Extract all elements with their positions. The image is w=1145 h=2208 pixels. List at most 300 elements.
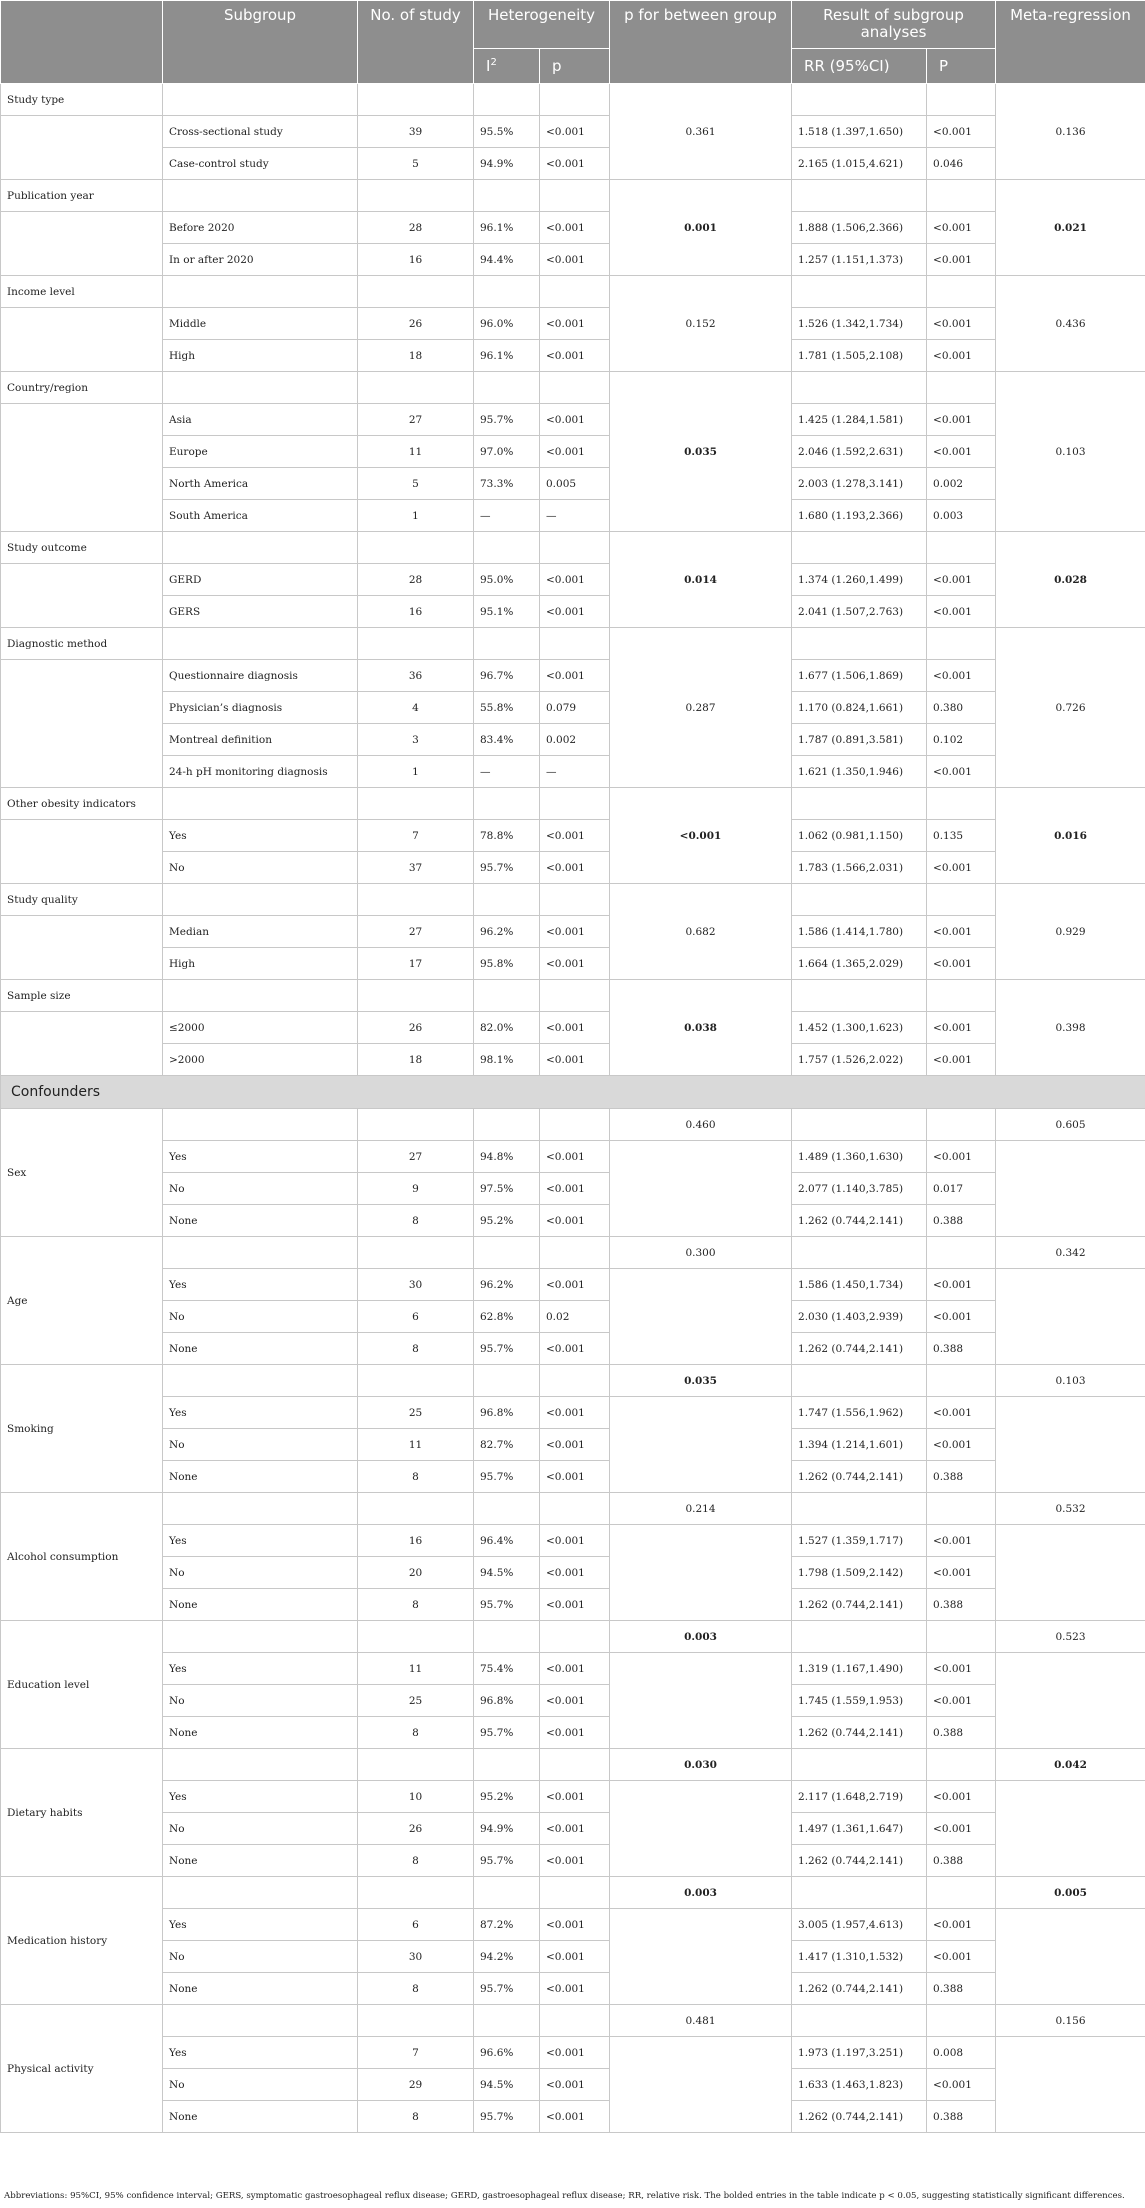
heterogeneity-p: <0.001 xyxy=(540,1044,610,1076)
i2-value: 96.1% xyxy=(474,340,540,372)
empty-cell xyxy=(927,180,996,212)
confounder-header-row xyxy=(1,1109,1145,1141)
rr-ci: 1.262 (0.744,2.141) xyxy=(792,1973,927,2005)
i2-value: 87.2% xyxy=(474,1909,540,1941)
rr-p: 0.388 xyxy=(927,1205,996,1237)
empty-cell xyxy=(927,372,996,404)
i2-value: 96.2% xyxy=(474,916,540,948)
p-between-group: <0.001 xyxy=(610,788,792,884)
i2-value: 94.9% xyxy=(474,1813,540,1845)
empty-cell xyxy=(792,2005,927,2037)
heterogeneity-p: 0.079 xyxy=(540,692,610,724)
heterogeneity-p: <0.001 xyxy=(540,1589,610,1621)
subgroup-name: North America xyxy=(163,468,358,500)
i2-value: 95.7% xyxy=(474,1333,540,1365)
rr-p: <0.001 xyxy=(927,308,996,340)
empty-cell xyxy=(540,788,610,820)
meta-spacer xyxy=(996,1141,1145,1237)
i2-value: 95.7% xyxy=(474,1845,540,1877)
meta-spacer xyxy=(996,1653,1145,1749)
empty-cell xyxy=(540,1749,610,1781)
empty-cell xyxy=(927,276,996,308)
study-count: 26 xyxy=(358,308,474,340)
rr-p: 0.388 xyxy=(927,2101,996,2133)
meta-spacer xyxy=(996,1909,1145,2005)
study-count: 3 xyxy=(358,724,474,756)
study-count: 8 xyxy=(358,1589,474,1621)
study-count: 27 xyxy=(358,916,474,948)
header-rr: RR (95%CI) xyxy=(792,49,927,84)
i2-value: 94.9% xyxy=(474,148,540,180)
empty-cell xyxy=(927,1749,996,1781)
subgroup-name: Yes xyxy=(163,1397,358,1429)
empty-cell xyxy=(474,1749,540,1781)
empty-cell xyxy=(540,1365,610,1397)
study-count: 11 xyxy=(358,1429,474,1461)
heterogeneity-p: <0.001 xyxy=(540,436,610,468)
rr-ci: 1.680 (1.193,2.366) xyxy=(792,500,927,532)
rr-p: <0.001 xyxy=(927,1813,996,1845)
empty-cell xyxy=(163,1493,358,1525)
i2-value: — xyxy=(474,500,540,532)
table-row xyxy=(1,948,1145,980)
meta-regression: 0.028 xyxy=(996,532,1145,628)
subgroup-name: >2000 xyxy=(163,1044,358,1076)
rr-p: 0.102 xyxy=(927,724,996,756)
meta-regression: 0.726 xyxy=(996,628,1145,788)
group-spacer-cell xyxy=(1,820,163,884)
subgroup-name: None xyxy=(163,1461,358,1493)
heterogeneity-p: <0.001 xyxy=(540,596,610,628)
empty-cell xyxy=(474,1365,540,1397)
meta-regression: 0.021 xyxy=(996,180,1145,276)
heterogeneity-p: <0.001 xyxy=(540,1909,610,1941)
confounder-label: Education level xyxy=(1,1621,163,1749)
p-between-group: 0.287 xyxy=(610,628,792,788)
table-row xyxy=(1,2069,1145,2101)
i2-value: 94.4% xyxy=(474,244,540,276)
study-count: 11 xyxy=(358,436,474,468)
i2-value: 96.6% xyxy=(474,2037,540,2069)
heterogeneity-p: <0.001 xyxy=(540,1012,610,1044)
rr-p: <0.001 xyxy=(927,1397,996,1429)
confounder-label: Medication history xyxy=(1,1877,163,2005)
study-count: 10 xyxy=(358,1781,474,1813)
empty-cell xyxy=(540,1493,610,1525)
study-count: 30 xyxy=(358,1941,474,1973)
empty-cell xyxy=(163,1237,358,1269)
rr-ci: 1.417 (1.310,1.532) xyxy=(792,1941,927,1973)
p-between-spacer xyxy=(610,1141,792,1237)
rr-ci: 1.745 (1.559,1.953) xyxy=(792,1685,927,1717)
empty-cell xyxy=(163,84,358,116)
empty-cell xyxy=(927,884,996,916)
empty-cell xyxy=(927,980,996,1012)
heterogeneity-p: <0.001 xyxy=(540,1397,610,1429)
empty-cell xyxy=(474,628,540,660)
meta-regression: 0.042 xyxy=(996,1749,1145,1781)
meta-regression: 0.136 xyxy=(996,84,1145,180)
rr-p: <0.001 xyxy=(927,1044,996,1076)
empty-cell xyxy=(792,532,927,564)
table-row xyxy=(1,1557,1145,1589)
subgroup-name: Europe xyxy=(163,436,358,468)
p-between-group: 0.152 xyxy=(610,276,792,372)
rr-ci: 1.586 (1.414,1.780) xyxy=(792,916,927,948)
study-count: 5 xyxy=(358,148,474,180)
empty-cell xyxy=(540,1877,610,1909)
subgroup-name: No xyxy=(163,1813,358,1845)
empty-cell xyxy=(540,2005,610,2037)
p-between-group: 0.361 xyxy=(610,84,792,180)
group-label: Publication year xyxy=(1,180,163,212)
rr-p: 0.388 xyxy=(927,1589,996,1621)
p-between-group: 0.460 xyxy=(610,1109,792,1141)
empty-cell xyxy=(358,1749,474,1781)
heterogeneity-p: <0.001 xyxy=(540,1333,610,1365)
rr-ci: 2.165 (1.015,4.621) xyxy=(792,148,927,180)
subgroup-name: Questionnaire diagnosis xyxy=(163,660,358,692)
study-count: 29 xyxy=(358,2069,474,2101)
group-label: Country/region xyxy=(1,372,163,404)
subgroup-name: No xyxy=(163,1557,358,1589)
i2-value: 83.4% xyxy=(474,724,540,756)
p-between-group: 0.014 xyxy=(610,532,792,628)
table-row xyxy=(1,1173,1145,1205)
empty-cell xyxy=(163,276,358,308)
p-between-spacer xyxy=(610,1525,792,1621)
heterogeneity-p: <0.001 xyxy=(540,1557,610,1589)
study-count: 7 xyxy=(358,820,474,852)
rr-p: 0.380 xyxy=(927,692,996,724)
rr-p: <0.001 xyxy=(927,1012,996,1044)
rr-p: <0.001 xyxy=(927,244,996,276)
rr-p: <0.001 xyxy=(927,948,996,980)
empty-cell xyxy=(474,84,540,116)
empty-cell xyxy=(358,980,474,1012)
subgroup-name: Yes xyxy=(163,820,358,852)
p-between-group: 0.682 xyxy=(610,884,792,980)
empty-cell xyxy=(792,884,927,916)
subgroup-name: Yes xyxy=(163,2037,358,2069)
table-row xyxy=(1,436,1145,468)
heterogeneity-p: <0.001 xyxy=(540,404,610,436)
heterogeneity-p: <0.001 xyxy=(540,820,610,852)
rr-p: 0.135 xyxy=(927,820,996,852)
table-row xyxy=(1,500,1145,532)
empty-cell xyxy=(540,180,610,212)
empty-cell xyxy=(358,1237,474,1269)
empty-cell xyxy=(927,532,996,564)
rr-p: 0.046 xyxy=(927,148,996,180)
study-count: 4 xyxy=(358,692,474,724)
i2-value: 96.8% xyxy=(474,1397,540,1429)
confounder-label: Dietary habits xyxy=(1,1749,163,1877)
table-row xyxy=(1,724,1145,756)
subgroup-name: South America xyxy=(163,500,358,532)
rr-p: 0.388 xyxy=(927,1845,996,1877)
p-between-group: 0.035 xyxy=(610,1365,792,1397)
rr-p: 0.388 xyxy=(927,1461,996,1493)
heterogeneity-p: — xyxy=(540,500,610,532)
empty-cell xyxy=(163,1365,358,1397)
p-between-group: 0.001 xyxy=(610,180,792,276)
heterogeneity-p: <0.001 xyxy=(540,1941,610,1973)
empty-cell xyxy=(927,1493,996,1525)
empty-cell xyxy=(540,884,610,916)
study-count: 16 xyxy=(358,1525,474,1557)
heterogeneity-p: <0.001 xyxy=(540,1173,610,1205)
table-row xyxy=(1,1461,1145,1493)
heterogeneity-p: <0.001 xyxy=(540,340,610,372)
header-no-of-study: No. of study xyxy=(358,1,474,84)
p-between-group: 0.481 xyxy=(610,2005,792,2037)
table-row xyxy=(1,1301,1145,1333)
meta-regression: 0.016 xyxy=(996,788,1145,884)
heterogeneity-p: <0.001 xyxy=(540,1525,610,1557)
empty-cell xyxy=(540,276,610,308)
subgroup-name: In or after 2020 xyxy=(163,244,358,276)
subgroup-name: Yes xyxy=(163,1909,358,1941)
subgroup-name: No xyxy=(163,1429,358,1461)
table-row xyxy=(1,756,1145,788)
heterogeneity-p: <0.001 xyxy=(540,148,610,180)
empty-cell xyxy=(792,1237,927,1269)
study-count: 1 xyxy=(358,756,474,788)
table-row xyxy=(1,1845,1145,1877)
empty-cell xyxy=(792,1621,927,1653)
table-row xyxy=(1,916,1145,948)
meta-spacer xyxy=(996,1397,1145,1493)
rr-ci: 1.257 (1.151,1.373) xyxy=(792,244,927,276)
p-between-group: 0.003 xyxy=(610,1877,792,1909)
rr-p: <0.001 xyxy=(927,212,996,244)
group-spacer-cell xyxy=(1,1012,163,1076)
i2-value: 95.7% xyxy=(474,1589,540,1621)
study-count: 11 xyxy=(358,1653,474,1685)
table-row xyxy=(1,1141,1145,1173)
header-p-between-group: p for between group xyxy=(610,1,792,84)
i2-value: 95.7% xyxy=(474,404,540,436)
i2-value: 96.1% xyxy=(474,212,540,244)
confounder-header-row xyxy=(1,1877,1145,1909)
subgroup-name: None xyxy=(163,1845,358,1877)
group-header-row xyxy=(1,532,1145,564)
empty-cell xyxy=(474,884,540,916)
i2-value: 82.0% xyxy=(474,1012,540,1044)
rr-ci: 1.170 (0.824,1.661) xyxy=(792,692,927,724)
study-count: 8 xyxy=(358,1973,474,2005)
study-count: 6 xyxy=(358,1909,474,1941)
p-between-group: 0.214 xyxy=(610,1493,792,1525)
empty-cell xyxy=(474,1109,540,1141)
group-header-row xyxy=(1,180,1145,212)
study-count: 26 xyxy=(358,1012,474,1044)
heterogeneity-p: <0.001 xyxy=(540,1429,610,1461)
p-between-spacer xyxy=(610,2037,792,2133)
confounder-header-row xyxy=(1,1365,1145,1397)
subgroup-name: Median xyxy=(163,916,358,948)
rr-p: <0.001 xyxy=(927,1941,996,1973)
empty-cell xyxy=(358,788,474,820)
study-count: 27 xyxy=(358,404,474,436)
empty-cell xyxy=(358,1365,474,1397)
rr-p: <0.001 xyxy=(927,1781,996,1813)
empty-cell xyxy=(358,2005,474,2037)
study-count: 18 xyxy=(358,340,474,372)
meta-spacer xyxy=(996,2037,1145,2133)
empty-cell xyxy=(358,276,474,308)
heterogeneity-p: <0.001 xyxy=(540,852,610,884)
meta-regression: 0.103 xyxy=(996,372,1145,532)
subgroup-name: Yes xyxy=(163,1141,358,1173)
i2-value: 95.7% xyxy=(474,2101,540,2133)
subgroup-name: None xyxy=(163,1333,358,1365)
i2-value: 96.0% xyxy=(474,308,540,340)
table-row xyxy=(1,1044,1145,1076)
i2-value: 75.4% xyxy=(474,1653,540,1685)
empty-cell xyxy=(163,1877,358,1909)
p-between-group: 0.003 xyxy=(610,1621,792,1653)
subgroup-name: No xyxy=(163,852,358,884)
empty-cell xyxy=(474,1237,540,1269)
rr-p: <0.001 xyxy=(927,1301,996,1333)
study-count: 8 xyxy=(358,1717,474,1749)
confounder-label: Sex xyxy=(1,1109,163,1237)
empty-cell xyxy=(474,180,540,212)
group-spacer-cell xyxy=(1,660,163,788)
empty-cell xyxy=(163,788,358,820)
study-count: 28 xyxy=(358,564,474,596)
table-row xyxy=(1,1717,1145,1749)
group-label: Study quality xyxy=(1,884,163,916)
empty-cell xyxy=(927,84,996,116)
subgroup-name: 24-h pH monitoring diagnosis xyxy=(163,756,358,788)
i2-value: 96.2% xyxy=(474,1269,540,1301)
empty-cell xyxy=(792,1493,927,1525)
rr-ci: 1.394 (1.214,1.601) xyxy=(792,1429,927,1461)
table-row xyxy=(1,1333,1145,1365)
p-between-group: 0.030 xyxy=(610,1749,792,1781)
empty-cell xyxy=(163,980,358,1012)
subgroup-name: None xyxy=(163,1717,358,1749)
group-spacer-cell xyxy=(1,404,163,532)
heterogeneity-p: <0.001 xyxy=(540,1461,610,1493)
rr-ci: 1.262 (0.744,2.141) xyxy=(792,1589,927,1621)
empty-cell xyxy=(540,1237,610,1269)
subgroup-name: High xyxy=(163,948,358,980)
study-count: 39 xyxy=(358,116,474,148)
study-count: 17 xyxy=(358,948,474,980)
subgroup-name: Yes xyxy=(163,1525,358,1557)
empty-cell xyxy=(540,84,610,116)
rr-p: <0.001 xyxy=(927,916,996,948)
group-header-row xyxy=(1,276,1145,308)
rr-ci: 1.425 (1.284,1.581) xyxy=(792,404,927,436)
table-row xyxy=(1,1012,1145,1044)
table-row xyxy=(1,244,1145,276)
subgroup-name: High xyxy=(163,340,358,372)
rr-ci: 1.262 (0.744,2.141) xyxy=(792,1845,927,1877)
confounder-label: Smoking xyxy=(1,1365,163,1493)
rr-ci: 1.798 (1.509,2.142) xyxy=(792,1557,927,1589)
header-meta-regression: Meta-regression xyxy=(996,1,1145,84)
rr-ci: 1.757 (1.526,2.022) xyxy=(792,1044,927,1076)
empty-cell xyxy=(358,628,474,660)
empty-cell xyxy=(358,1493,474,1525)
group-header-row xyxy=(1,84,1145,116)
rr-p: <0.001 xyxy=(927,660,996,692)
subgroup-name: GERS xyxy=(163,596,358,628)
heterogeneity-p: <0.001 xyxy=(540,1685,610,1717)
i2-value: 96.8% xyxy=(474,1685,540,1717)
meta-regression: 0.605 xyxy=(996,1109,1145,1141)
subgroup-name: None xyxy=(163,1973,358,2005)
rr-ci: 2.003 (1.278,3.141) xyxy=(792,468,927,500)
heterogeneity-p: <0.001 xyxy=(540,116,610,148)
subgroup-name: None xyxy=(163,2101,358,2133)
table-row xyxy=(1,1653,1145,1685)
subgroup-name: None xyxy=(163,1205,358,1237)
study-count: 26 xyxy=(358,1813,474,1845)
empty-cell xyxy=(358,1877,474,1909)
empty-cell xyxy=(792,1365,927,1397)
meta-regression: 0.398 xyxy=(996,980,1145,1076)
meta-regression: 0.103 xyxy=(996,1365,1145,1397)
heterogeneity-p: <0.001 xyxy=(540,564,610,596)
meta-spacer xyxy=(996,1269,1145,1365)
empty-cell xyxy=(358,884,474,916)
meta-regression: 0.532 xyxy=(996,1493,1145,1525)
empty-cell xyxy=(358,180,474,212)
study-count: 36 xyxy=(358,660,474,692)
empty-cell xyxy=(358,532,474,564)
study-count: 5 xyxy=(358,468,474,500)
table-row xyxy=(1,1205,1145,1237)
header-blank xyxy=(1,1,163,84)
study-count: 9 xyxy=(358,1173,474,1205)
heterogeneity-p: 0.002 xyxy=(540,724,610,756)
table-row xyxy=(1,212,1145,244)
study-count: 37 xyxy=(358,852,474,884)
i2-value: 95.2% xyxy=(474,1781,540,1813)
rr-p: <0.001 xyxy=(927,2069,996,2101)
rr-p: <0.001 xyxy=(927,1269,996,1301)
empty-cell xyxy=(474,1493,540,1525)
empty-cell xyxy=(792,276,927,308)
heterogeneity-p: <0.001 xyxy=(540,244,610,276)
rr-ci: 1.062 (0.981,1.150) xyxy=(792,820,927,852)
table-row xyxy=(1,404,1145,436)
meta-regression: 0.342 xyxy=(996,1237,1145,1269)
empty-cell xyxy=(163,884,358,916)
i2-value: 95.0% xyxy=(474,564,540,596)
subgroup-name: Middle xyxy=(163,308,358,340)
rr-ci: 2.030 (1.403,2.939) xyxy=(792,1301,927,1333)
rr-p: <0.001 xyxy=(927,564,996,596)
rr-p: <0.001 xyxy=(927,340,996,372)
empty-cell xyxy=(792,1749,927,1781)
heterogeneity-p: — xyxy=(540,756,610,788)
meta-regression: 0.436 xyxy=(996,276,1145,372)
rr-ci: 1.781 (1.505,2.108) xyxy=(792,340,927,372)
group-header-row xyxy=(1,884,1145,916)
group-label: Study type xyxy=(1,84,163,116)
group-label: Other obesity indicators xyxy=(1,788,163,820)
table-row xyxy=(1,116,1145,148)
header-result-subgroup: Result of subgroup analyses xyxy=(792,1,996,49)
empty-cell xyxy=(927,1109,996,1141)
